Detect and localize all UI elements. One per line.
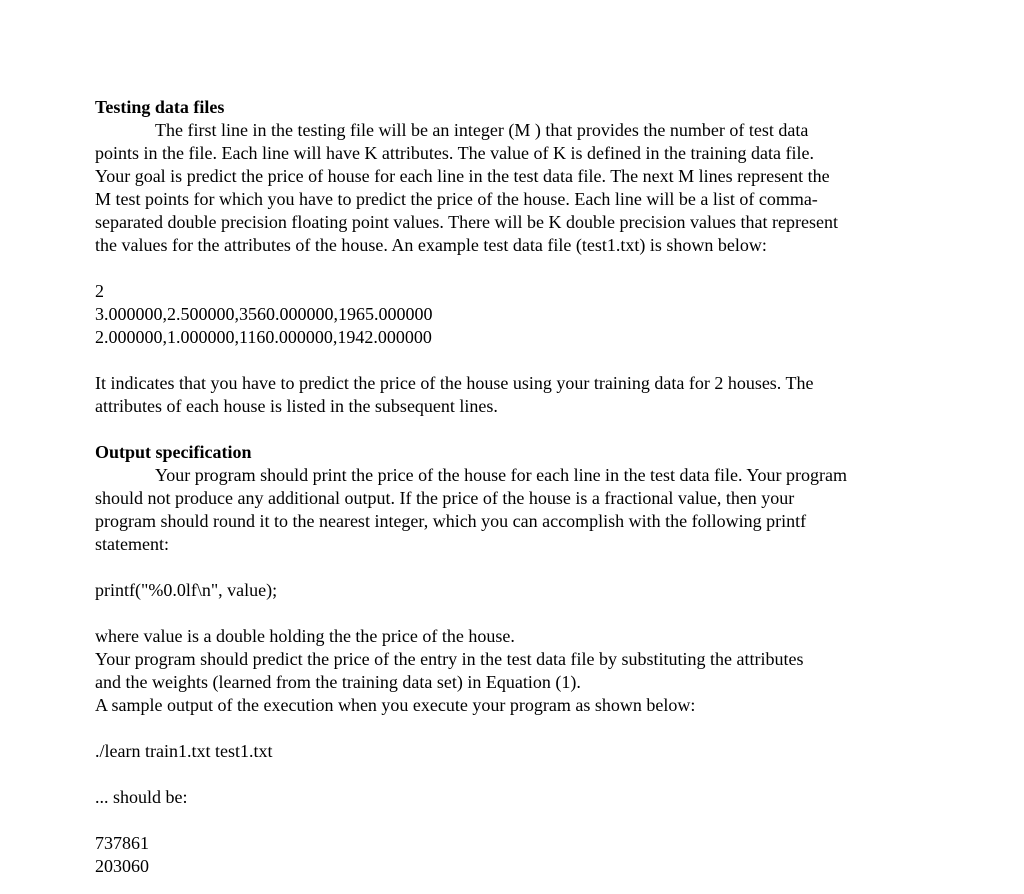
paragraph-line: The first line in the testing file will be an integer (M ) that provides the number of test data xyxy=(155,120,809,140)
paragraph-line: Your program should predict the price of the entry in the test data file by substituting the attributes xyxy=(95,649,804,669)
paragraph-line: the values for the attributes of the house. An example test data file (test1.txt) is shown below: xyxy=(95,235,767,255)
testing-description-paragraph xyxy=(95,119,945,257)
example-count-line: 2 xyxy=(95,281,104,301)
command-line: ./learn train1.txt test1.txt xyxy=(95,741,273,761)
output-explanation-paragraph xyxy=(95,625,945,717)
paragraph-line: separated double precision floating point values. There will be K double precision values that represent xyxy=(95,212,838,232)
example-test-data xyxy=(95,280,945,349)
should-be-text: ... should be: xyxy=(95,787,188,807)
example-note-paragraph xyxy=(95,372,945,418)
example-data-line: 2.000000,1.000000,1160.000000,1942.000000 xyxy=(95,327,432,347)
paragraph-line: attributes of each house is listed in the subsequent lines. xyxy=(95,396,498,416)
should-be-label xyxy=(95,786,945,809)
paragraph-line: M test points for which you have to predict the price of the house. Each line will be a list of comma- xyxy=(95,189,818,209)
paragraph-line: points in the file. Each line will have K attributes. The value of K is defined in the training data file. xyxy=(95,143,814,163)
paragraph-line: where value is a double holding the the price of the house. xyxy=(95,626,515,646)
result-line: 737861 xyxy=(95,833,149,853)
sample-command xyxy=(95,740,945,763)
paragraph-line: statement: xyxy=(95,534,169,554)
paragraph-line: A sample output of the execution when you execute your program as shown below: xyxy=(95,695,696,715)
paragraph-line: Your goal is predict the price of house for each line in the test data file. The next M lines represent the xyxy=(95,166,830,186)
paragraph-line: program should round it to the nearest integer, which you can accomplish with the following printf xyxy=(95,511,807,531)
printf-statement xyxy=(95,579,945,602)
output-specification-heading: Output specification xyxy=(95,442,252,462)
paragraph-line: should not produce any additional output. If the price of the house is a fractional value, then your xyxy=(95,488,795,508)
code-line: printf("%0.0lf\n", value); xyxy=(95,580,278,600)
output-description-paragraph xyxy=(95,464,945,556)
sample-results xyxy=(95,832,945,878)
example-data-line: 3.000000,2.500000,3560.000000,1965.000000 xyxy=(95,304,433,324)
paragraph-line: Your program should print the price of the house for each line in the test data file. Your program xyxy=(155,465,848,485)
document-page xyxy=(95,96,945,878)
paragraph-line: and the weights (learned from the training data set) in Equation (1). xyxy=(95,672,581,692)
testing-data-heading: Testing data files xyxy=(95,97,225,117)
paragraph-line: It indicates that you have to predict the price of the house using your training data for 2 houses. The xyxy=(95,373,814,393)
result-line: 203060 xyxy=(95,856,149,876)
